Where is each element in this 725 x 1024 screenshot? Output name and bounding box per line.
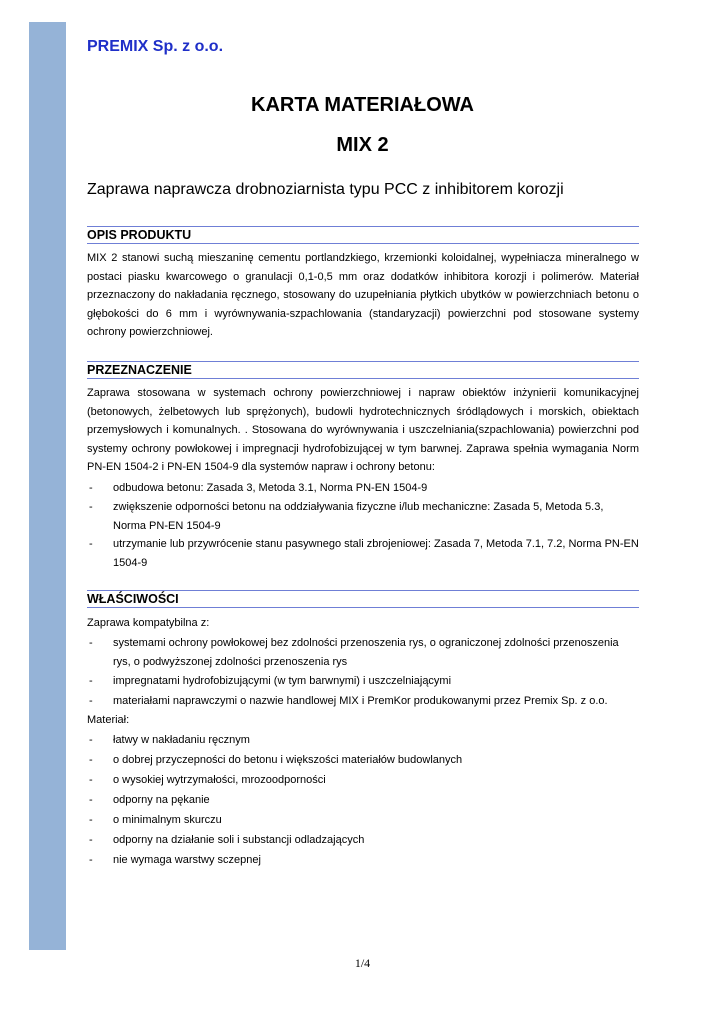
product-subtitle: Zaprawa naprawcza drobnoziarnista typu PCC z inhibitorem korozji [87,181,564,198]
przeznaczenie-paragraph: Zaprawa stosowana w systemach ochrony powierzchniowej i napraw obiektów inżynierii komunikacyjnej (betonowych, żelbetowych lub sprężonych), budowli hydrotechnicznych śródlądowych i morskich, obiektach przemysłowych i komunalnych. . Stosowana do wyrównywania i uszczelniania(szpachlowania) powierzchni pod systemy ochrony powłokowej i impregnacji hydrofobizującej w tym barwnej. Zaprawa spełnia wymagania Norm PN-EN 1504-2 i PN-EN 1504-9 dla systemów napraw i ochrony betonu: [87,387,639,473]
list-item [87,672,639,691]
material-intro: Materiał: [87,714,130,726]
list-item-text: utrzymanie lub przywrócenie stanu pasywnego stali zbrojeniowej: Zasada 7, Metoda 7.1, 7.2, Norma PN-EN 1504-9 [113,538,639,569]
list-item-text: materiałami naprawczymi o nazwie handlowej MIX i PremKor produkowanymi przez Premix Sp. z o.o. [113,695,608,707]
list-item [87,851,639,870]
list-item [87,634,639,671]
bullet-dash: - [89,538,93,550]
list-item-text: o minimalnym skurczu [113,814,222,826]
list-item [87,498,639,535]
list-item-text: łatwy w nakładaniu ręcznym [113,734,250,746]
section-heading-wlasciwosci: WŁAŚCIWOŚCI [87,590,639,608]
document-title: KARTA MATERIAŁOWA [251,94,474,116]
bullet-dash: - [89,501,93,513]
opis-paragraph: MIX 2 stanowi suchą mieszaninę cementu portlandzkiego, krzemionki koloidalnej, wypełniacza mineralnego w postaci piasku kwarcowego o granulacji 0,1-0,5 mm oraz dodatków inhibitora korozji i polimerów. Materiał przeznaczony do nakładania ręcznego, stosowany do uzupełniania płytkich ubytków w powierzchniach betonu o głębokości do 6 mm i wyrównywania-szpachlowania (standaryzacji) powierzchni pod stosowane systemy ochrony powierzchniowej. [87,252,639,338]
list-item-text: impregnatami hydrofobizującymi (w tym barwnymi) i uszczelniającymi [113,675,452,687]
bullet-dash: - [89,834,93,846]
bullet-dash: - [89,794,93,806]
company-name: PREMIX Sp. z o.o. [87,38,224,55]
side-color-bar [29,22,66,950]
bullet-dash: - [89,734,93,746]
list-item [87,831,639,850]
section-heading-przeznaczenie: PRZEZNACZENIE [87,361,639,379]
list-item [87,692,639,711]
list-item-text: systemami ochrony powłokowej bez zdolności przenoszenia rys, o ograniczonej zdolności przenoszenia rys, o podwyższonej zdolności przenoszenia rys [113,637,619,668]
list-item [87,791,639,810]
list-item-text: o dobrej przyczepności do betonu i większości materiałów budowlanych [113,754,463,766]
list-item-text: nie wymaga warstwy sczepnej [113,854,261,866]
bullet-dash: - [89,637,93,649]
list-item [87,535,639,572]
compatibility-intro: Zaprawa kompatybilna z: [87,617,210,629]
page-number: 1/4 [354,956,371,970]
bullet-dash: - [89,754,93,766]
bullet-dash: - [89,774,93,786]
bullet-dash: - [89,814,93,826]
list-item [87,811,639,830]
list-item [87,731,639,750]
list-item-text: odporny na pękanie [113,794,210,806]
list-item-text: odbudowa betonu: Zasada 3, Metoda 3.1, Norma PN-EN 1504-9 [113,482,428,494]
product-name: MIX 2 [336,134,389,156]
bullet-dash: - [89,695,93,707]
bullet-dash: - [89,675,93,687]
list-item [87,479,639,498]
list-item-text: zwiększenie odporności betonu na oddziaływania fizyczne i/lub mechaniczne: Zasada 5, Metoda 5.3, Norma PN-EN 1504-9 [113,501,604,532]
list-item [87,751,639,770]
list-item-text: odporny na działanie soli i substancji odladzających [113,834,365,846]
list-item-text: o wysokiej wytrzymałości, mrozoodporności [113,774,326,786]
bullet-dash: - [89,482,93,494]
section-heading-opis: OPIS PRODUKTU [87,226,639,244]
bullet-dash: - [89,854,93,866]
list-item [87,771,639,790]
